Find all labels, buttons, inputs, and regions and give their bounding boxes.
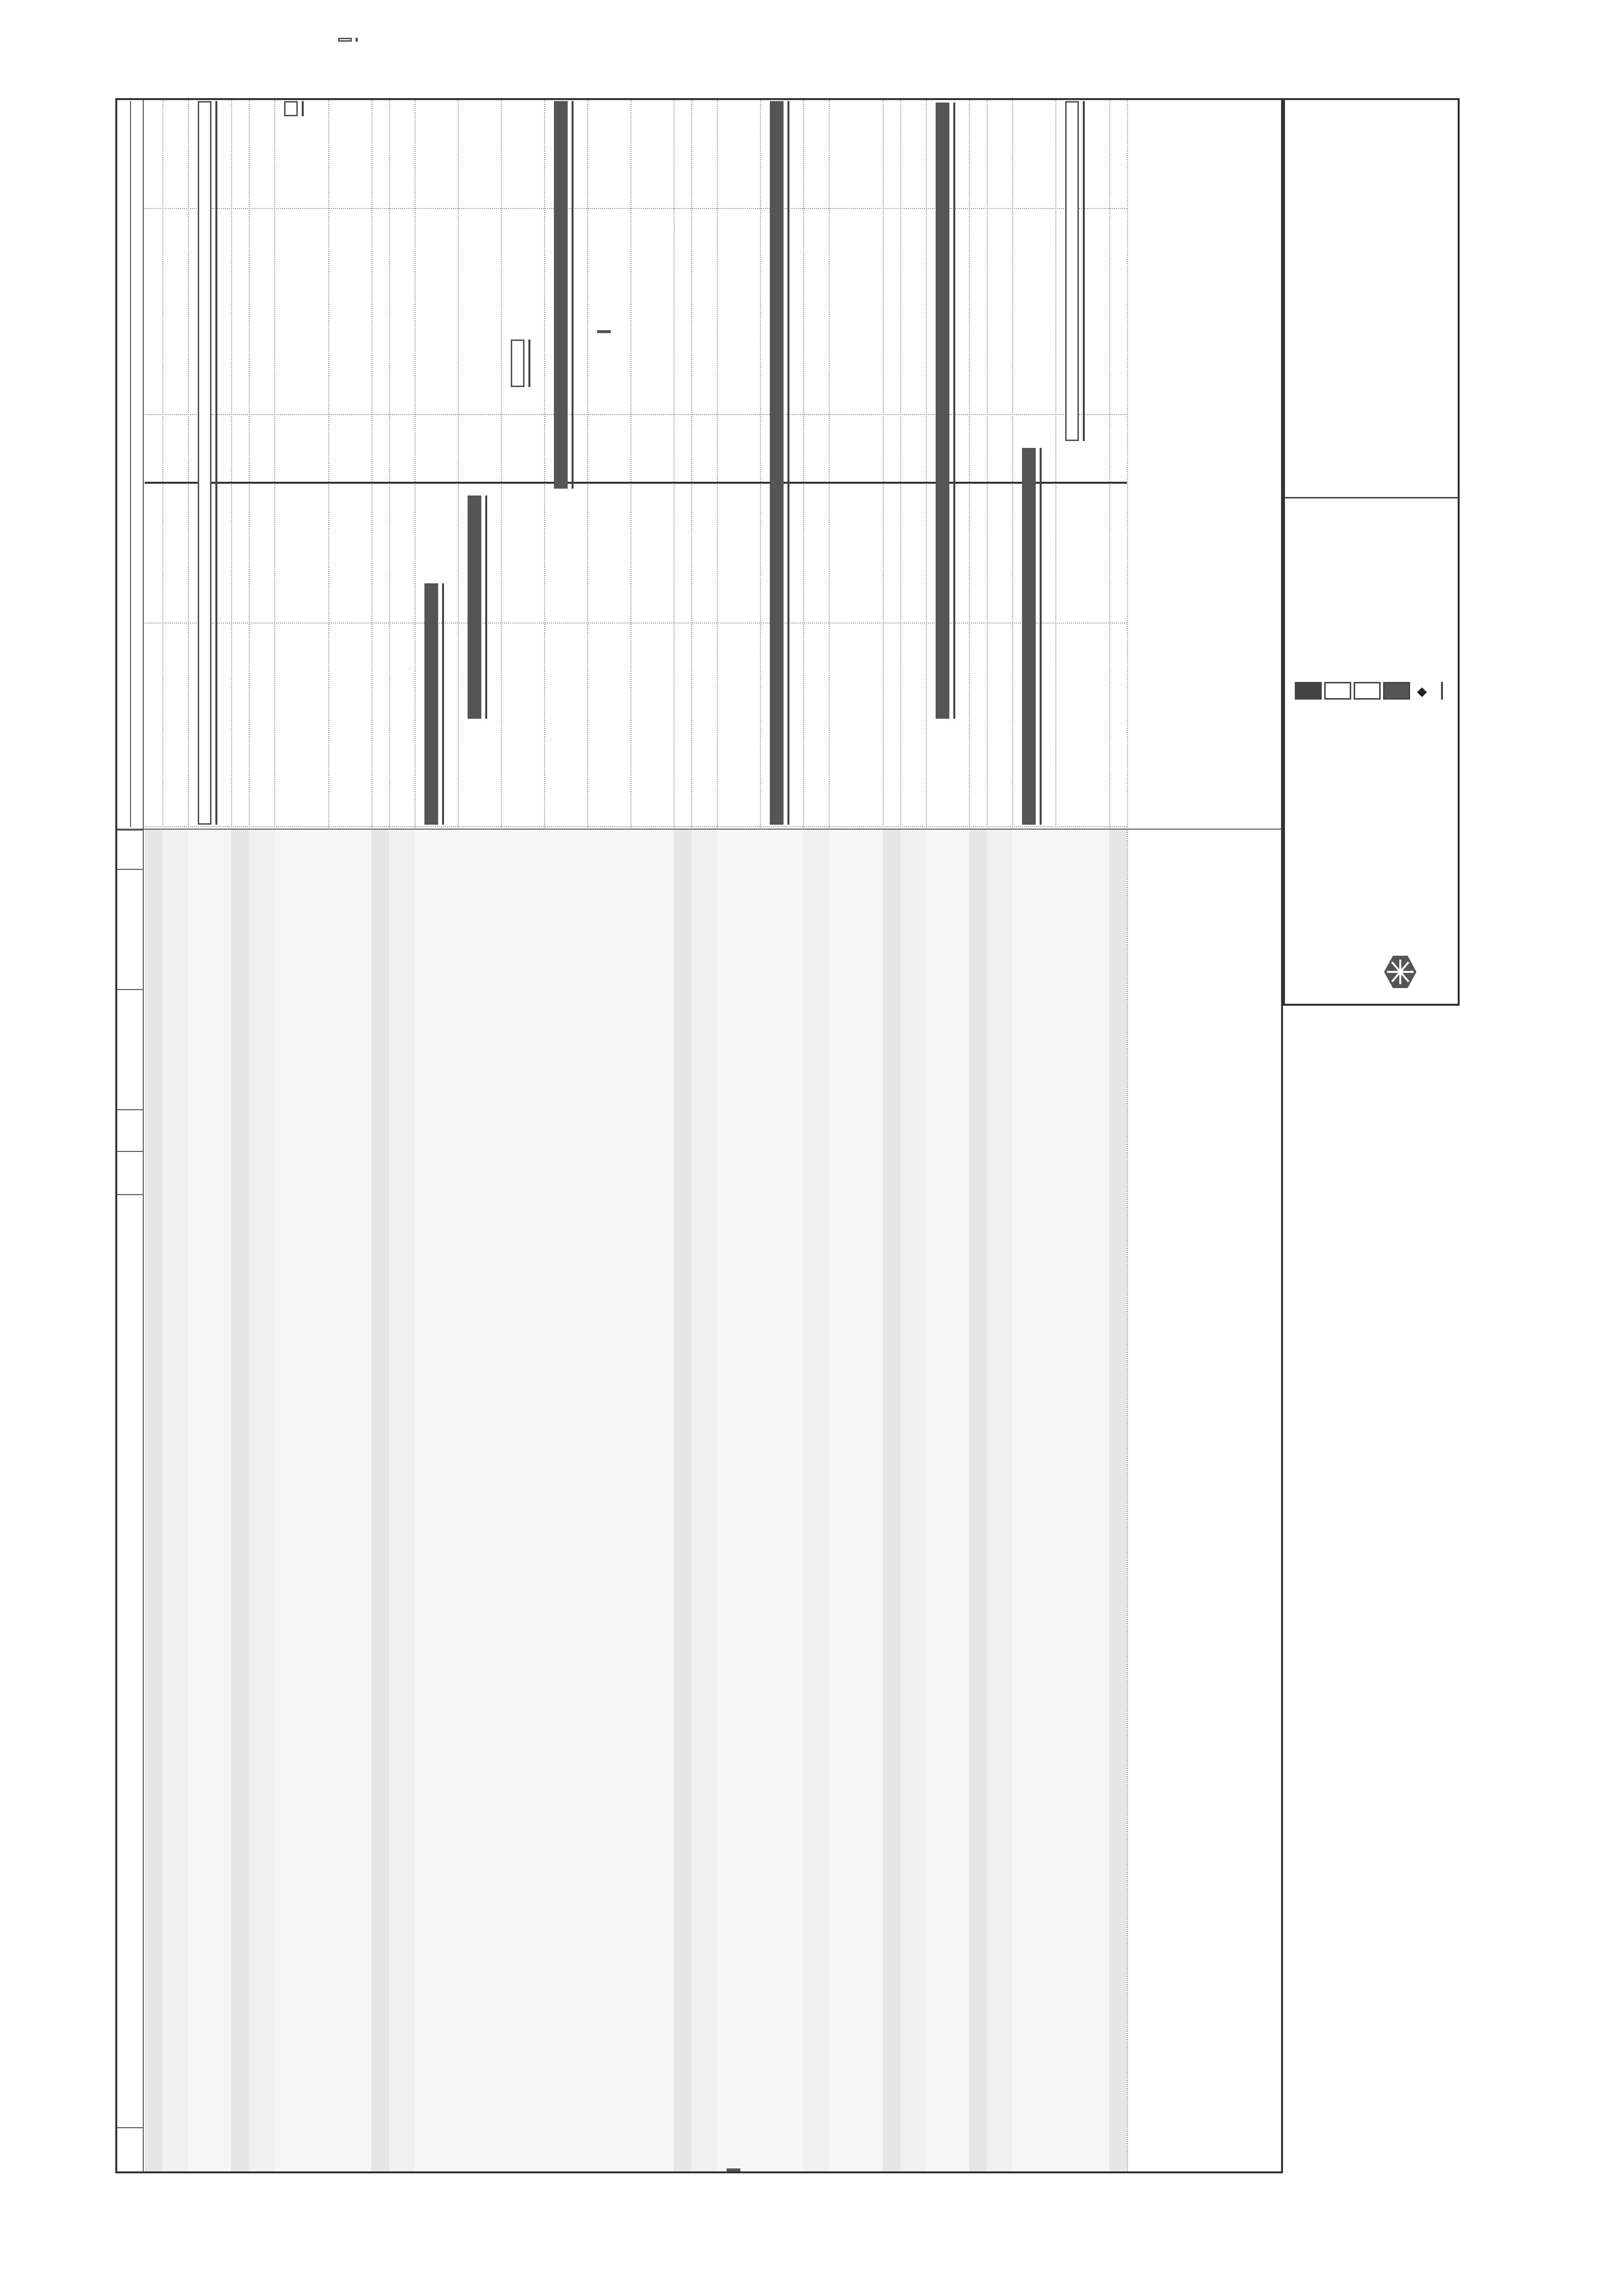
activity-row[interactable] — [1012, 830, 1055, 2171]
company-logo — [1383, 955, 1417, 989]
data-date-line — [145, 482, 1127, 484]
baseline-bar — [528, 339, 530, 387]
baseline-bar — [1040, 448, 1042, 825]
legend-actual-swatch — [1295, 682, 1322, 700]
activity-row[interactable] — [926, 830, 969, 2171]
legend-remaining-swatch — [1324, 682, 1351, 700]
baseline-bar — [1083, 101, 1085, 441]
timescale-years — [117, 101, 131, 827]
activity-row[interactable] — [501, 830, 544, 2171]
col-header-start — [117, 989, 143, 1109]
baseline-bar — [485, 496, 487, 719]
gantt-bar[interactable] — [468, 496, 481, 719]
activity-row[interactable] — [544, 830, 587, 2171]
activity-row[interactable] — [630, 830, 674, 2171]
col-header-finish — [117, 869, 143, 989]
gantt-bar[interactable] — [727, 2168, 740, 2171]
activity-row[interactable] — [458, 830, 501, 2171]
month-gridline — [145, 826, 1127, 827]
wbs-row[interactable] — [231, 830, 249, 2171]
subgroup-row[interactable] — [162, 830, 188, 2171]
programme-table-frame — [115, 98, 1283, 2173]
baseline-bar — [442, 583, 444, 825]
legend-summary-swatch — [1354, 682, 1381, 700]
wbs-row[interactable] — [371, 830, 389, 2171]
timescale-months — [130, 101, 143, 827]
milestone-icon: ◆ — [1414, 687, 1428, 697]
col-header-od — [117, 1151, 143, 1195]
activity-row[interactable] — [760, 830, 803, 2171]
activity-row[interactable] — [1055, 830, 1109, 2171]
baseline-bar — [787, 101, 789, 825]
activity-row[interactable] — [188, 830, 231, 2171]
wbs-row[interactable] — [145, 830, 162, 2171]
title-divider — [1285, 497, 1458, 498]
subgroup-row[interactable] — [691, 830, 717, 2171]
subgroup-row[interactable] — [900, 830, 926, 2171]
header-divider — [143, 100, 144, 2171]
activity-row[interactable] — [829, 830, 883, 2171]
wbs-row[interactable] — [969, 830, 987, 2171]
month-gridline — [145, 414, 1127, 415]
gantt-bar[interactable] — [198, 101, 211, 825]
gantt-bar[interactable] — [284, 101, 298, 116]
gantt-bar[interactable] — [1022, 448, 1036, 825]
row-separator — [1127, 100, 1128, 2171]
baseline-bar — [356, 38, 358, 42]
activity-row[interactable] — [587, 830, 630, 2171]
baseline-bar — [953, 103, 955, 719]
wbs-row[interactable] — [1109, 830, 1127, 2171]
col-header-name — [117, 1195, 143, 2127]
col-header-id — [117, 2127, 143, 2171]
col-header-tf — [117, 830, 143, 869]
legend-critical-swatch — [1383, 682, 1410, 700]
gantt-bar[interactable] — [554, 101, 568, 489]
gantt-bar[interactable] — [1065, 101, 1079, 441]
activity-row[interactable] — [328, 830, 371, 2171]
activity-row[interactable] — [717, 830, 760, 2171]
gantt-bar[interactable] — [770, 101, 784, 825]
subgroup-row[interactable] — [389, 830, 415, 2171]
activity-row[interactable] — [274, 830, 328, 2171]
wbs-row[interactable] — [674, 830, 691, 2171]
gantt-bar[interactable] — [597, 330, 611, 333]
gantt-bar[interactable] — [424, 583, 438, 825]
gantt-bar[interactable] — [936, 103, 949, 719]
baseline-bar — [572, 101, 574, 489]
subgroup-row[interactable] — [987, 830, 1012, 2171]
legend-baseline-swatch — [1441, 682, 1443, 700]
subgroup-row[interactable] — [249, 830, 274, 2171]
baseline-bar — [215, 101, 217, 825]
col-header-rd — [117, 1109, 143, 1151]
wbs-row[interactable] — [883, 830, 900, 2171]
revision-table-wrap — [1283, 98, 1460, 478]
baseline-bar — [302, 101, 304, 116]
month-gridline — [145, 623, 1127, 624]
gantt-bar[interactable] — [511, 339, 524, 387]
gantt-bar[interactable] — [338, 38, 352, 42]
activity-row[interactable] — [415, 830, 458, 2171]
subgroup-row[interactable] — [803, 830, 829, 2171]
month-gridline — [145, 208, 1127, 209]
activity-rows — [145, 100, 1283, 2171]
